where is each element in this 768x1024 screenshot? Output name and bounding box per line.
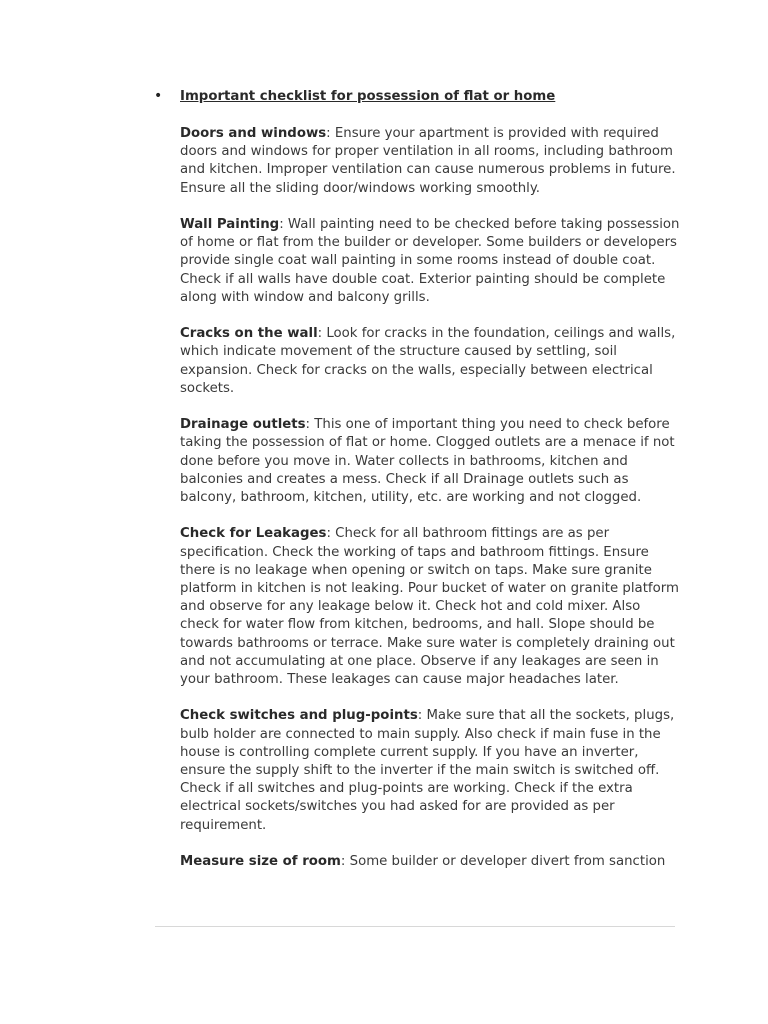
section-separator: : (417, 708, 427, 724)
section-title: Cracks on the wall (180, 326, 318, 342)
section-separator: : (326, 526, 336, 542)
section-body: Some builder or developer divert from sanction (349, 854, 666, 870)
section-title: Drainage outlets (180, 417, 306, 433)
section-measure-size-of-room (180, 853, 680, 871)
section-body: Ensure your apartment is provided with required doors and windows for proper ventilation in all rooms, including bathroom and kitchen. Improper ventilation can cause numerous problems in future. Ensure all the sliding door/windows working smoothly. (180, 126, 676, 196)
section-title: Check for Leakages (180, 526, 327, 542)
section-title: Doors and windows (180, 126, 327, 141)
section-check-for-leakages (180, 525, 680, 689)
section-separator: : (326, 126, 335, 141)
section-title: Wall Painting (180, 217, 280, 232)
section-body: Wall painting need to be checked before taking possession of home or flat from the builder or developer. Some builders or developers provide single coat wall painting in some rooms instead of double coat. Check if all walls have double coat. Exterior painting should be complete along with window and balcony grills. (180, 217, 680, 305)
bullet-icon: • (154, 88, 163, 104)
section-doors-and-windows (180, 125, 680, 198)
page-cut-divider (155, 926, 675, 927)
section-cracks-on-the-wall (180, 325, 680, 398)
section-title: Measure size of room (180, 854, 341, 870)
section-drainage-outlets (180, 416, 680, 507)
section-body: Look for cracks in the foundation, ceilings and walls, which indicate movement of the structure caused by settling, soil expansion. Check for cracks on the walls, especially between electrical sockets. (180, 326, 676, 396)
section-check-switches-and-plug-points (180, 707, 680, 834)
section-wall-painting (180, 216, 680, 307)
section-separator: : (305, 417, 315, 433)
checklist-content (180, 125, 680, 927)
section-body: Check for all bathroom fittings are as per specification. Check the working of taps and bathroom fittings. Ensure there is no leakage when opening or switch on taps. Make sure granite platform in kitchen is not leaking. Pour bucket of water on granite platform and observe for any leakage below it. Check hot and cold mixer. Also check for water flow from kitchen, bedrooms, and hall. Slope should be towards bathrooms or terrace. Make sure water is completely draining out and not accumulating at one place. Observe if any leakages are seen in your bathroom. These leakages can cause major headaches later. (180, 526, 679, 688)
section-separator: : (340, 854, 350, 870)
section-body: This one of important thing you need to check before taking the possession of flat or home. Clogged outlets are a menace if not done before you move in. Water collects in bathrooms, kitchen and balconies and creates a mess. Check if all Drainage outlets such as balcony, bathroom, kitchen, utility, etc. are working and not clogged. (180, 417, 675, 506)
section-title: Check switches and plug-points (180, 708, 418, 724)
section-body: Make sure that all the sockets, plugs, bulb holder are connected to main supply. Also check if main fuse in the house is controlling complete current supply. If you have an inverter, ensure the supply shift to the inverter if the main switch is switched off. Check if all switches and plug-points are working. Check if the extra electrical sockets/switches you had asked for are provided as per requirement. (180, 708, 675, 833)
checklist-heading: Important checklist for possession of flat or home (180, 89, 556, 104)
section-separator: : (317, 326, 327, 342)
section-separator: : (279, 217, 288, 232)
